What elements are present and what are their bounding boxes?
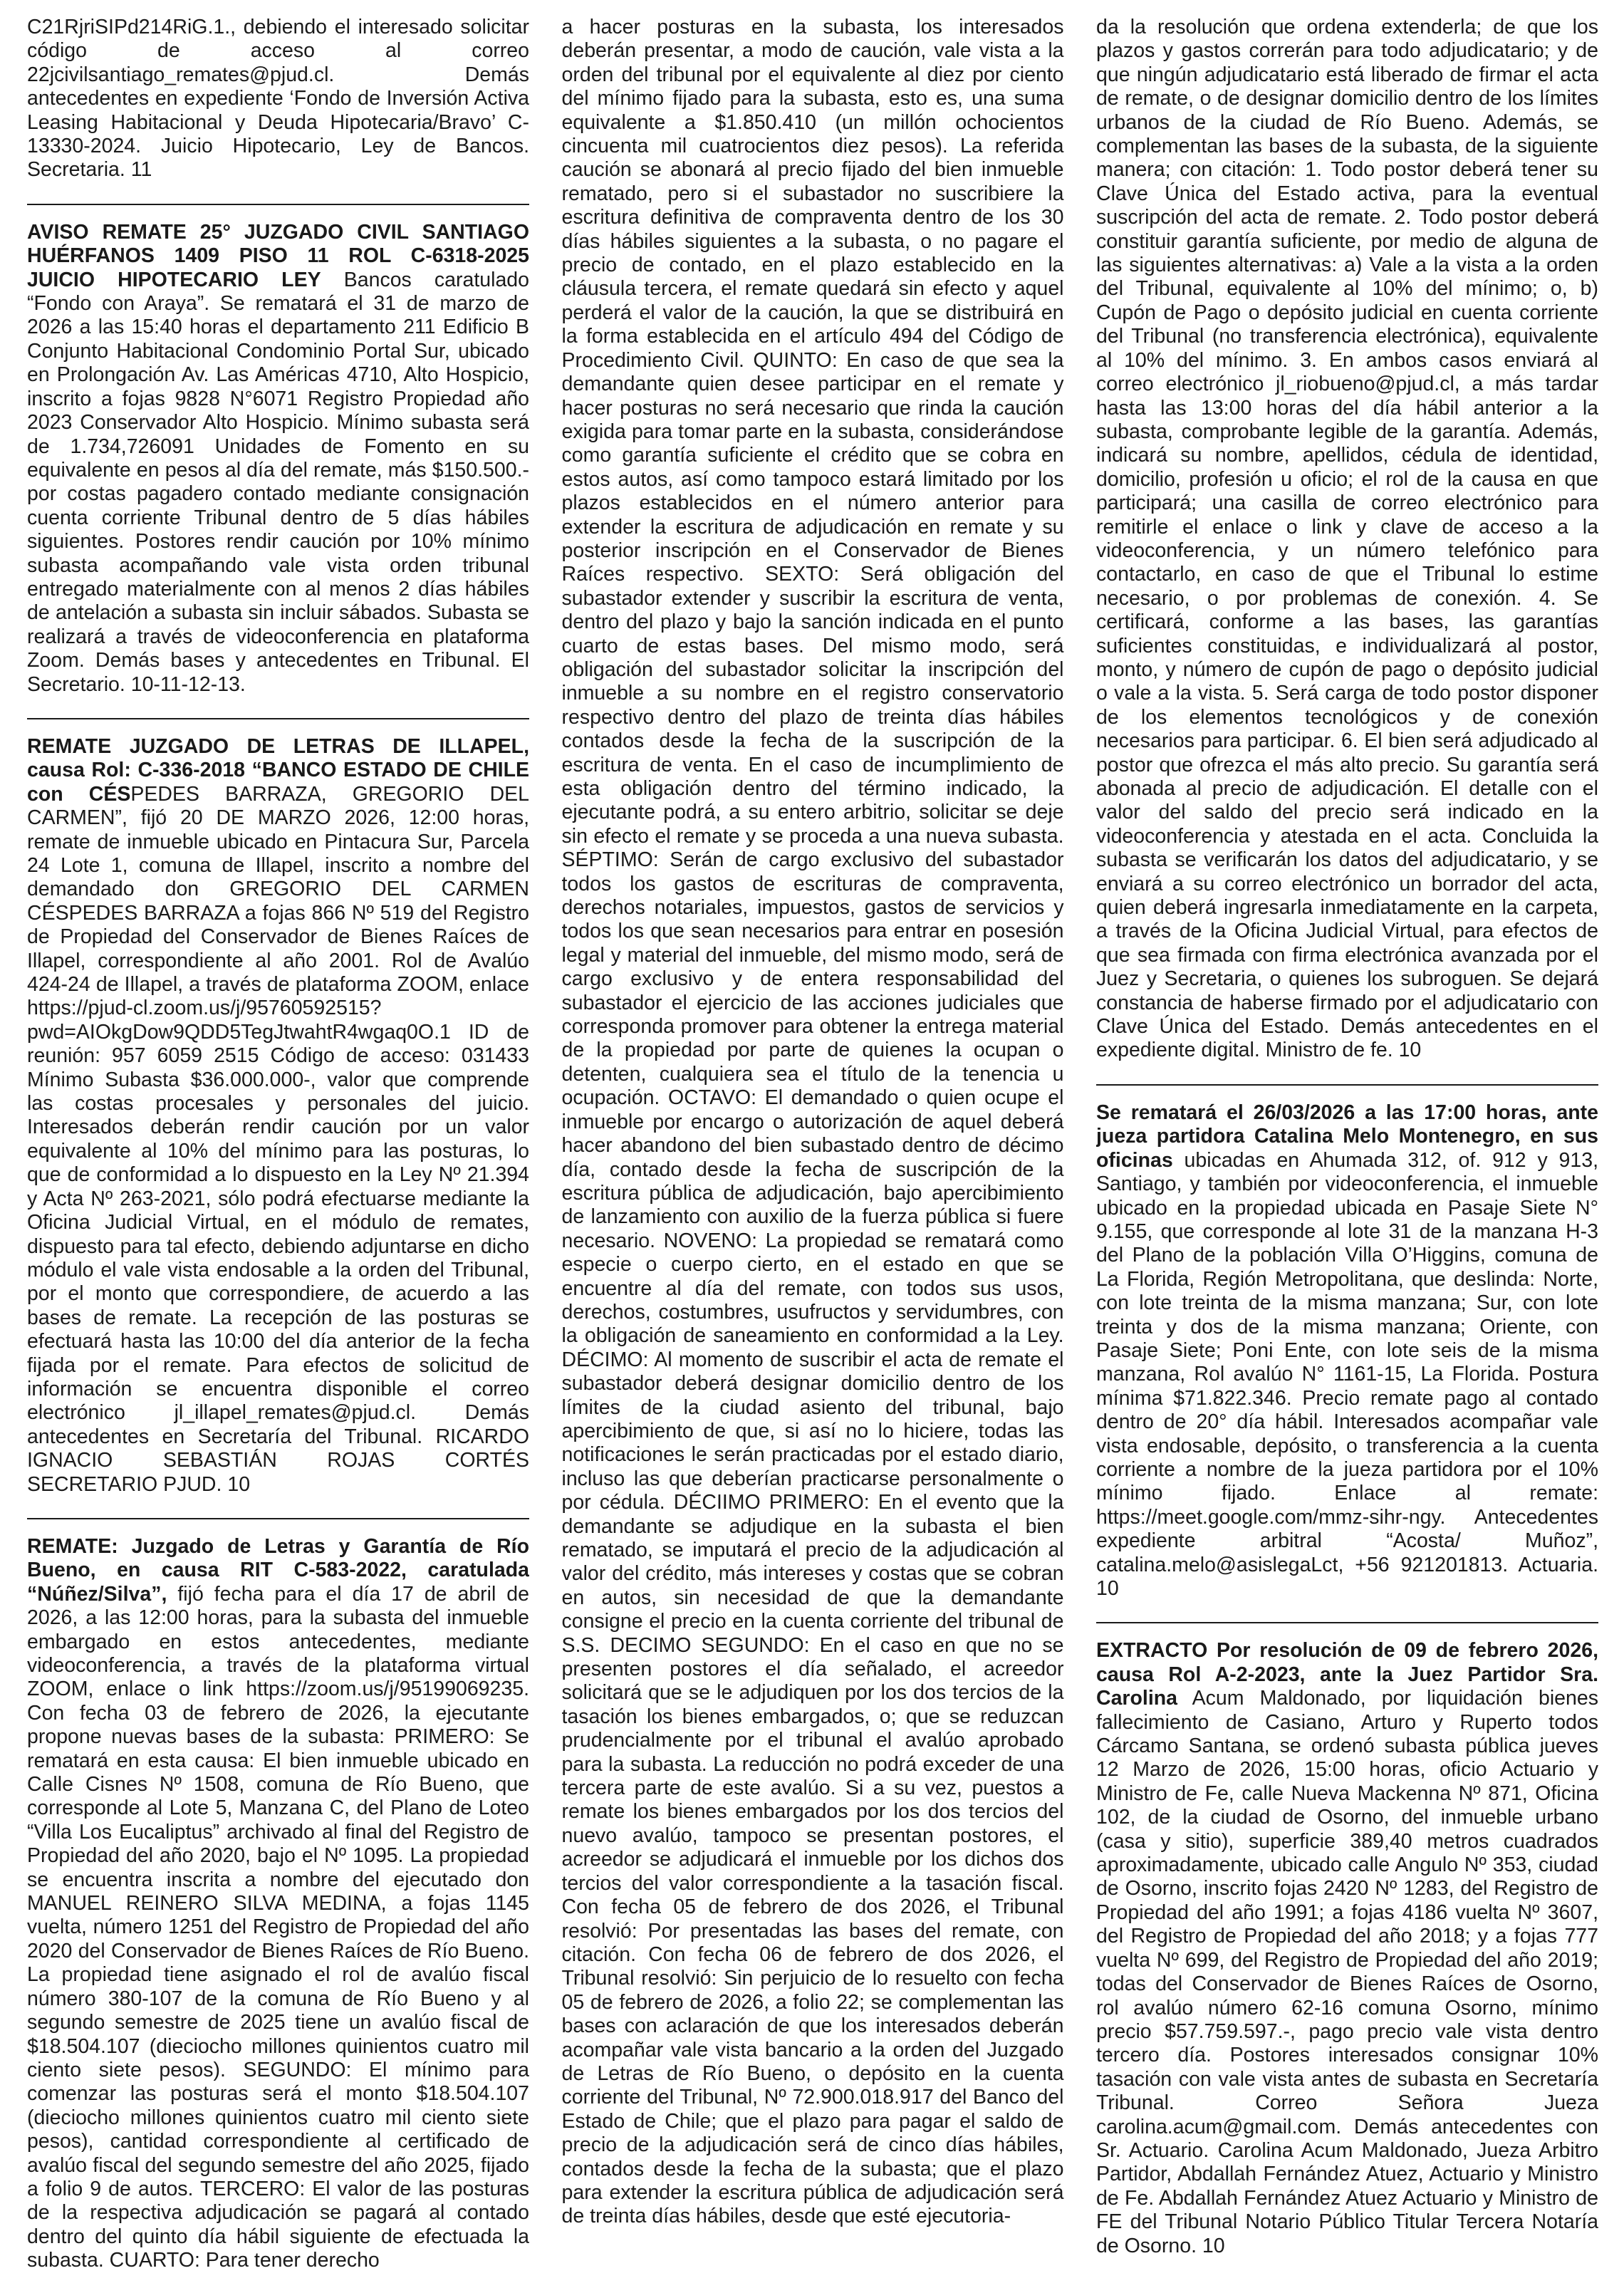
notice-body: fijó fecha para el día 17 de abril de 2026, a las 12:00 horas, para la subasta del inmueble embargado en estos antecedentes, mediante videoconferencia, a través de la plataforma virtual ZOOM, enlace o link https://zoom.us/j/95199069235. Con fecha 03 de febrero de 2026, la ejecutante propone nuevas bases de la subasta: PRIMERO: Se rematará en esta causa: El bien inmueble ubicado en Calle Cisnes Nº 1508, comuna de Río Bueno, que corresponde al Lote 5, Manzana C, del Plano de Loteo “Villa Los Eucaliptus” archivado al final del Registro de Propiedad del año 2020, bajo el Nº 1095. La propiedad se encuentra inscrita a nombre del ejecutado don MANUEL REINERO SILVA MEDINA, a fojas 1145 vuelta, número 1251 del Registro de Propiedad del año 2020 del Conservador de Bienes Raíces de Río Bueno. La propiedad tiene asignado el rol de avalúo fiscal número 380-107 de la comuna de Río Bueno y al segundo semestre de 2025 tiene un avalúo fiscal de $18.504.107 (dieciocho millones quinientos cuatro mil ciento siete pesos). SEGUNDO: El mínimo para comenzar las posturas será el monto $18.504.107 (dieciocho millones quinientos cuatro mil ciento siete pesos), cantidad correspondiente al certificado de avalúo fiscal del segundo semestre del año 2025, fijado a folio 9 de autos. TERCERO: El valor de las posturas de la respectiva adjudicación se pagará al contado dentro del quinto día hábil siguiente de efectuada la subasta. CUARTO: Para tener derecho xyxy=(27,1582,529,2272)
notice-body: Bancos caratulado “Fondo con Araya”. Se rematará el 31 de marzo de 2026 a las 15:40 horas el departamento 211 Edificio B Conjunto Habitacional Condominio Portal Sur, ubicado en Prolongación Av. Las Américas 4710, Alto Hospicio, inscrito a fojas 9828 N°6071 Registro Propiedad año 2023 Conservador Alto Hospicio. Mínimo subasta será de 1.734,726091 Unidades de Fomento en su equivalente en pesos al día del remate, más $150.500.- por costas pagadero contado mediante consignación cuenta corriente Tribunal dentro de 5 días hábiles siguientes. Postores rendir caución por 10% mínimo subasta acompañando vale vista orden tribunal entregado materialmente con al menos 2 días hábiles de antelación a subasta sin incluir sábados. Subasta se realizará a través de videoconferencia en plataforma Zoom. Demás bases y antecedentes en Tribunal. El Secretario. 10-11-12-13. xyxy=(27,268,529,696)
notice-divider xyxy=(1096,1084,1598,1086)
notice-divider xyxy=(27,204,529,205)
notice-body: a hacer posturas en la subasta, los interesados deberán presentar, a modo de caución, vale vista a la orden del tribunal por el equivalente al diez por ciento del mínimo fijado para la subasta, esto es, una suma equivalente a $1.850.410 (un millón ochocientos cincuenta mil cuatrocientos diez pesos). La referida caución se abonará al precio fijado del bien inmueble rematado, pero si el subastador no suscribiere la escritura definitiva de compraventa dentro de los 30 días hábiles siguientes a la subasta, o no pagare el precio de contado, en el plazo establecido en la cláusula tercera, el remate quedará sin efecto y aquel perderá el valor de la caución, la que se distribuirá en la forma establecida en el artículo 494 del Código de Procedimiento Civil. QUINTO: En caso de que sea la demandante quien desee participar en el remate y hacer posturas no será necesario que rinda la caución exigida para tomar parte en la subasta, considerándose como garantía suficiente el crédito que se cobra en estos autos, así como tampoco estará limitado por los plazos establecidos en el número anterior para extender la escritura de adjudicación en remate y su posterior inscripción en el Conservador de Bienes Raíces respectivo. SEXTO: Será obligación del subastador extender y suscribir la escritura de venta, dentro del plazo y bajo la sanción indicada en el punto cuarto de estas bases. Del mismo modo, será obligación del subastador solicitar la inscripción del inmueble a su nombre en el registro conservatorio respectivo dentro del plazo de treinta días hábiles contados desde la fecha de la suscripción de la escritura de venta. En el caso de incumplimiento de esta obligación dentro del término indicado, la ejecutante podrá, a su entero arbitrio, solicitar se deje sin efecto el remate y se proceda a una nueva subasta. SÉPTIMO: Serán de cargo exclusivo del subastador todos los gastos de escrituras de compraventa, derechos notariales, impuestos, gastos de servicios y todos los que sean necesarios para entrar en posesión legal y material del inmueble, del mismo modo, será de cargo exclusivo y de entera responsabilidad del subastador el ejercicio de las acciones judiciales que corresponda promover para obtener la entrega material de la propiedad por parte de quienes la ocupan o detenten, cualquiera sea el título de la tenencia u ocupación. OCTAVO: El demandado o quien ocupe el inmueble por encargo o autorización de aquel deberá hacer abandono del bien subastado dentro de décimo día, contado desde la fecha de suscripción de la escritura pública de adjudicación, bajo apercibimiento de lanzamiento con auxilio de la fuerza pública si fuere necesario. NOVENO: La propiedad se rematará como especie o cuerpo cierto, en el estado en que se encuentre al día del remate, con todos sus usos, derechos, costumbres, usufructos y servidumbres, con la obligación de saneamiento en conformidad a la Ley. DÉCIMO: Al momento de suscribir el acta de remate el subastador deberá designar domicilio dentro de los límites de la ciudad asiento del tribunal, bajo apercibimiento de que, si así no lo hiciere, todas las notificaciones le serán practicadas por el estado diario, incluso las que deberían practicarse personalmente o por cédula. DÉCIIMO PRIMERO: En el evento que la demandante se adjudique en la subasta el bien rematado, se imputará el precio de la adjudicación al valor del crédito, más intereses y costas que se cobran en autos, sin necesidad de que la demandante consigne el precio en la cuenta corriente del tribunal de S.S. DECIMO SEGUNDO: En el caso en que no se presenten postores el día señalado, el acreedor solicitará que se le adjudiquen por los dos tercios de la tasación los bienes embargados, o; que se reduzcan prudencialmente por el tribunal el avalúo aprobado para la subasta. La reducción no podrá exceder de una tercera parte de este avalúo. Si a su vez, puestos a remate los bienes embargados por los dos tercios del nuevo avalúo, tampoco se presentan postores, el acreedor se adjudicará el inmueble por los dichos dos tercios del valor correspondiente a la tasación fiscal. Con fecha 05 de febrero de dos 2026, el Tribunal resolvió: Por presentadas las bases del remate, con citación. Con fecha 06 de febrero de dos 2026, el Tribunal resolvió: Sin perjuicio de lo resuelto con fecha 05 de febrero de 2026, a folio 22; se complementan las bases con aclaración de que los interesados deberán acompañar vale vista bancario a la orden del Juzgado de Letras de Río Bueno, o depósito en la cuenta corriente del Tribunal, Nº 72.900.018.917 del Banco del Estado de Chile; que el plazo para pagar el saldo de precio de la adjudicación será de cinco días hábiles, contados desde la fecha de la subasta; que el plazo para extender la escritura pública de adjudicación será de treinta días hábiles, desde que esté ejecutoria- xyxy=(561,16,1064,2228)
notice-juzgado-letras-illapel xyxy=(27,735,529,1507)
notice-divider xyxy=(27,1518,529,1519)
notice-lead: Se rematará el 26/03/2026 a las 17:00 horas, ante jueza partidora Catalina Melo Montenegro, en sus oficinas xyxy=(1096,1101,1598,1172)
notice-lead: REMATE JUZGADO DE LETRAS DE ILLAPEL, causa Rol: C-336-2018 “BANCO ESTADO DE CHILE con CÉS xyxy=(27,734,529,806)
notice-juzgado-rio-bueno xyxy=(27,1535,529,2272)
notice-extracto-osorno xyxy=(1096,1639,1598,2268)
notice-body: ubicadas en Ahumada 312, of. 912 y 913, Santiago, y también por videoconferencia, el inmueble ubicado en la propiedad ubicada en Pasaje Siete N° 9.155, que corresponde al lote 31 de la manzana H-3 del Plano de la población Villa O’Higgins, comuna de La Florida, Región Metropolitana, que deslinda: Norte, con lote treinta de la misma manzana; Sur, con lote treinta y dos de la misma manzana; Oriente, con Pasaje Siete; Poni Ente, con lote seis de la misma manzana, Rol avalúo N° 1161-15, La Florida. Postura mínima $71.822.346. Precio remate pago al contado dentro de 20° día hábil. Interesados acompañar vale vista endosable, depósito, o transferencia a la cuenta corriente a nombre de la jueza partidora por el 10% mínimo fijado. Enlace al remate: https://meet.google.com/mmz-sihr-ngy. Antecedentes expediente arbitral “Acosta/ Muñoz”, catalina.melo@asislegaLct, +56 921201813. Actuaria. 10 xyxy=(1096,1148,1598,1600)
notice-jueza-partidora-melo xyxy=(1096,1101,1598,1611)
notice-body: da la resolución que ordena extenderla; de que los plazos y gastos correrán para todo adjudicatario; y de que ningún adjudicatario está liberado de firmar el acta de remate, o de designar domicilio dentro de los límites urbanos de la ciudad de Río Bueno. Además, se complementan las bases de la subasta, de la siguiente manera; con citación: 1. Todo postor deberá tener su Clave Única del Estado activa, para la eventual suscripción del acta de remate. 2. Todo postor deberá constituir garantía suficiente, por medio de alguna de las siguientes alternativas: a) Vale a la vista a la orden del Tribunal, equivalente al 10% del mínimo; o, b) Cupón de Pago o depósito judicial en cuenta corriente del Tribunal (no transferencia electrónica), equivalente al 10% del mínimo. 3. En ambos casos enviará al correo electrónico jl_riobueno@pjud.cl, a más tardar hasta las 13:00 horas del día hábil anterior a la subasta, comprobante legible de la garantía. Además, indicará su nombre, apellidos, cédula de identidad, domicilio, profesión u oficio; el rol de la causa en que participará; una casilla de correo electrónico para remitirle el enlace o link y clave de acceso a la videoconferencia, y un número telefónico para contactarlo, en caso de que el Tribunal lo estime necesario, o por problemas de conexión. 4. Se certificará, conforme a las bases, las garantías suficientes constituidas, e individualizará al postor, monto, y número de cupón de pago o depósito judicial o vale a la vista. 5. Será carga de todo postor disponer de los elementos tecnológicos y de conexión necesarios para participar. 6. El bien será adjudicado al postor que ofrezca el más alto precio. Su garantía será abonada al precio de adjudicación. El detalle con el valor del saldo del precio será indicado en la videoconferencia y atestada en el acta. Concluida la subasta se verificarán los datos del adjudicatario, y se enviará a su correo electrónico un borrador del acta, quien deberá ingresarla inmediatamente en la carpeta, a través de la Oficina Judicial Virtual, para efectos de que sea firmada con firma electrónica avanzada por el Juez y Secretaria, o quienes los subroguen. Se dejará constancia de haberse firmado por el adjudicatario con Clave Única del Estado. Demás antecedentes en el expediente digital. Ministro de fe. 10 xyxy=(1096,16,1598,1062)
notice-divider xyxy=(27,718,529,719)
notice-lead: AVISO REMATE 25° JUZGADO CIVIL SANTIAGO HUÉRFANOS 1409 PISO 11 ROL C-6318-2025 JUICIO HIPOTECARIO LEY xyxy=(27,220,529,291)
column-2 xyxy=(562,16,1064,2272)
notice-rio-bueno-continued xyxy=(562,16,1064,2239)
notice-lead: REMATE: Juzgado de Letras y Garantía de Río Bueno, en causa RIT C-583-2022, caratulada “Núñez/Silva”, xyxy=(27,1534,529,1606)
notice-lead: EXTRACTO Por resolución de 09 de febrero 2026, causa Rol A-2-2023, ante la Juez Partidor Sra. Carolina xyxy=(1096,1639,1598,1710)
notice-divider xyxy=(1096,1622,1598,1623)
column-3 xyxy=(1096,16,1598,2272)
notice-body: C21RjriSIPd214RiG.1., debiendo el interesado solicitar código de acceso al correo 22jcivilsantiago_remates@pjud.cl. Demás antecedentes en expediente ‘Fondo de Inversión Activa Leasing Habitacional y Deuda Hipotecaria/Bravo’ C-13330-2024. Juicio Hipotecario, Ley de Bancos. Secretaria. 11 xyxy=(27,16,529,182)
notice-body: PEDES BARRAZA, GREGORIO DEL CARMEN”, fijó 20 DE MARZO 2026, 12:00 horas, remate de inmueble ubicado en Pintacura Sur, Parcela 24 Lote 1, comuna de Illapel, inscrito a nombre del demandado don GREGORIO DEL CARMEN CÉSPEDES BARRAZA a fojas 866 Nº 519 del Registro de Propiedad del Conservador de Bienes Raíces de Illapel, correspondiente al año 2001. Rol de Avalúo 424-24 de Illapel, a través de plataforma ZOOM, enlace https://pjud-cl.zoom.us/j/95760592515?pwd=AIOkgDow9QDD5TegJtwahtR4wgaq0O.1 ID de reunión: 957 6059 2515 Código de acceso: 031433 Mínimo Subasta $36.000.000-, valor que comprende las costas procesales y personales del juicio. Interesados deberán rendir caución por un valor equivalente al 10% del mínimo para las posturas, lo que de conformidad a lo dispuesto en la Ley Nº 21.394 y Acta Nº 263-2021, sólo podrá efectuarse mediante la Oficina Judicial Virtual, en el módulo de remates, dispuesto para tal efecto, debiendo adjuntarse en dicho módulo el vale vista endosable a la orden del Tribunal, por el monto que correspondiere, de acuerdo a las bases de remate. La recepción de las posturas se efectuará hasta las 10:00 del día anterior de la fecha fijada por el remate. Para efectos de solicitud de información se encuentra disponible el correo electrónico jl_illapel_remates@pjud.cl. Demás antecedentes en Secretaría del Tribunal. RICARDO IGNACIO SEBASTIÁN ROJAS CORTÉS SECRETARIO PJUD. 10 xyxy=(27,782,529,1496)
column-1 xyxy=(27,16,529,2272)
notice-rio-bueno-conclusion xyxy=(1096,16,1598,1073)
notice-25-juzgado-civil-santiago xyxy=(27,221,529,707)
notice-body: Acum Maldonado, por liquidación bienes fallecimiento de Casiano, Arturo y Ruperto todos Cárcamo Santana, se ordenó subasta pública jueves 12 Marzo de 2026, 15:00 horas, oficio Actuario y Ministro de Fe, calle Nueva Mackenna Nº 871, Oficina 102, de la ciudad de Osorno, del inmueble urbano (casa y sitio), superficie 389,40 metros cuadrados aproximadamente, ubicado calle Angulo Nº 353, ciudad de Osorno, inscrito fojas 2420 Nº 1283, del Registro de Propiedad del año 1991; a fojas 4186 vuelta Nº 3607, del Registro de Propiedad del año 2018; y a fojas 777 vuelta Nº 699, del Registro de Propiedad del año 2019; todas del Conservador de Bienes Raíces de Osorno, rol avalúo número 62-16 comuna Osorno, mínimo precio $57.759.597.-, pago precio vale vista dentro tercero día. Postores interesados consignar 10% tasación con vale vista antes de subasta en Secretaría Tribunal. Correo Señora Jueza carolina.acum@gmail.com. Demás antecedentes con Sr. Actuario. Carolina Acum Maldonado, Jueza Arbitro Partidor, Abdallah Fernández Atuez, Actuario y Ministro de Fe. Abdallah Fernández Atuez Actuario y Ministro de FE del Tribunal Notario Público Titular Tercera Notaría de Osorno. 10 xyxy=(1096,1687,1598,2257)
newspaper-page xyxy=(27,16,1598,2272)
notice-continued-22-juzgado xyxy=(27,16,529,192)
